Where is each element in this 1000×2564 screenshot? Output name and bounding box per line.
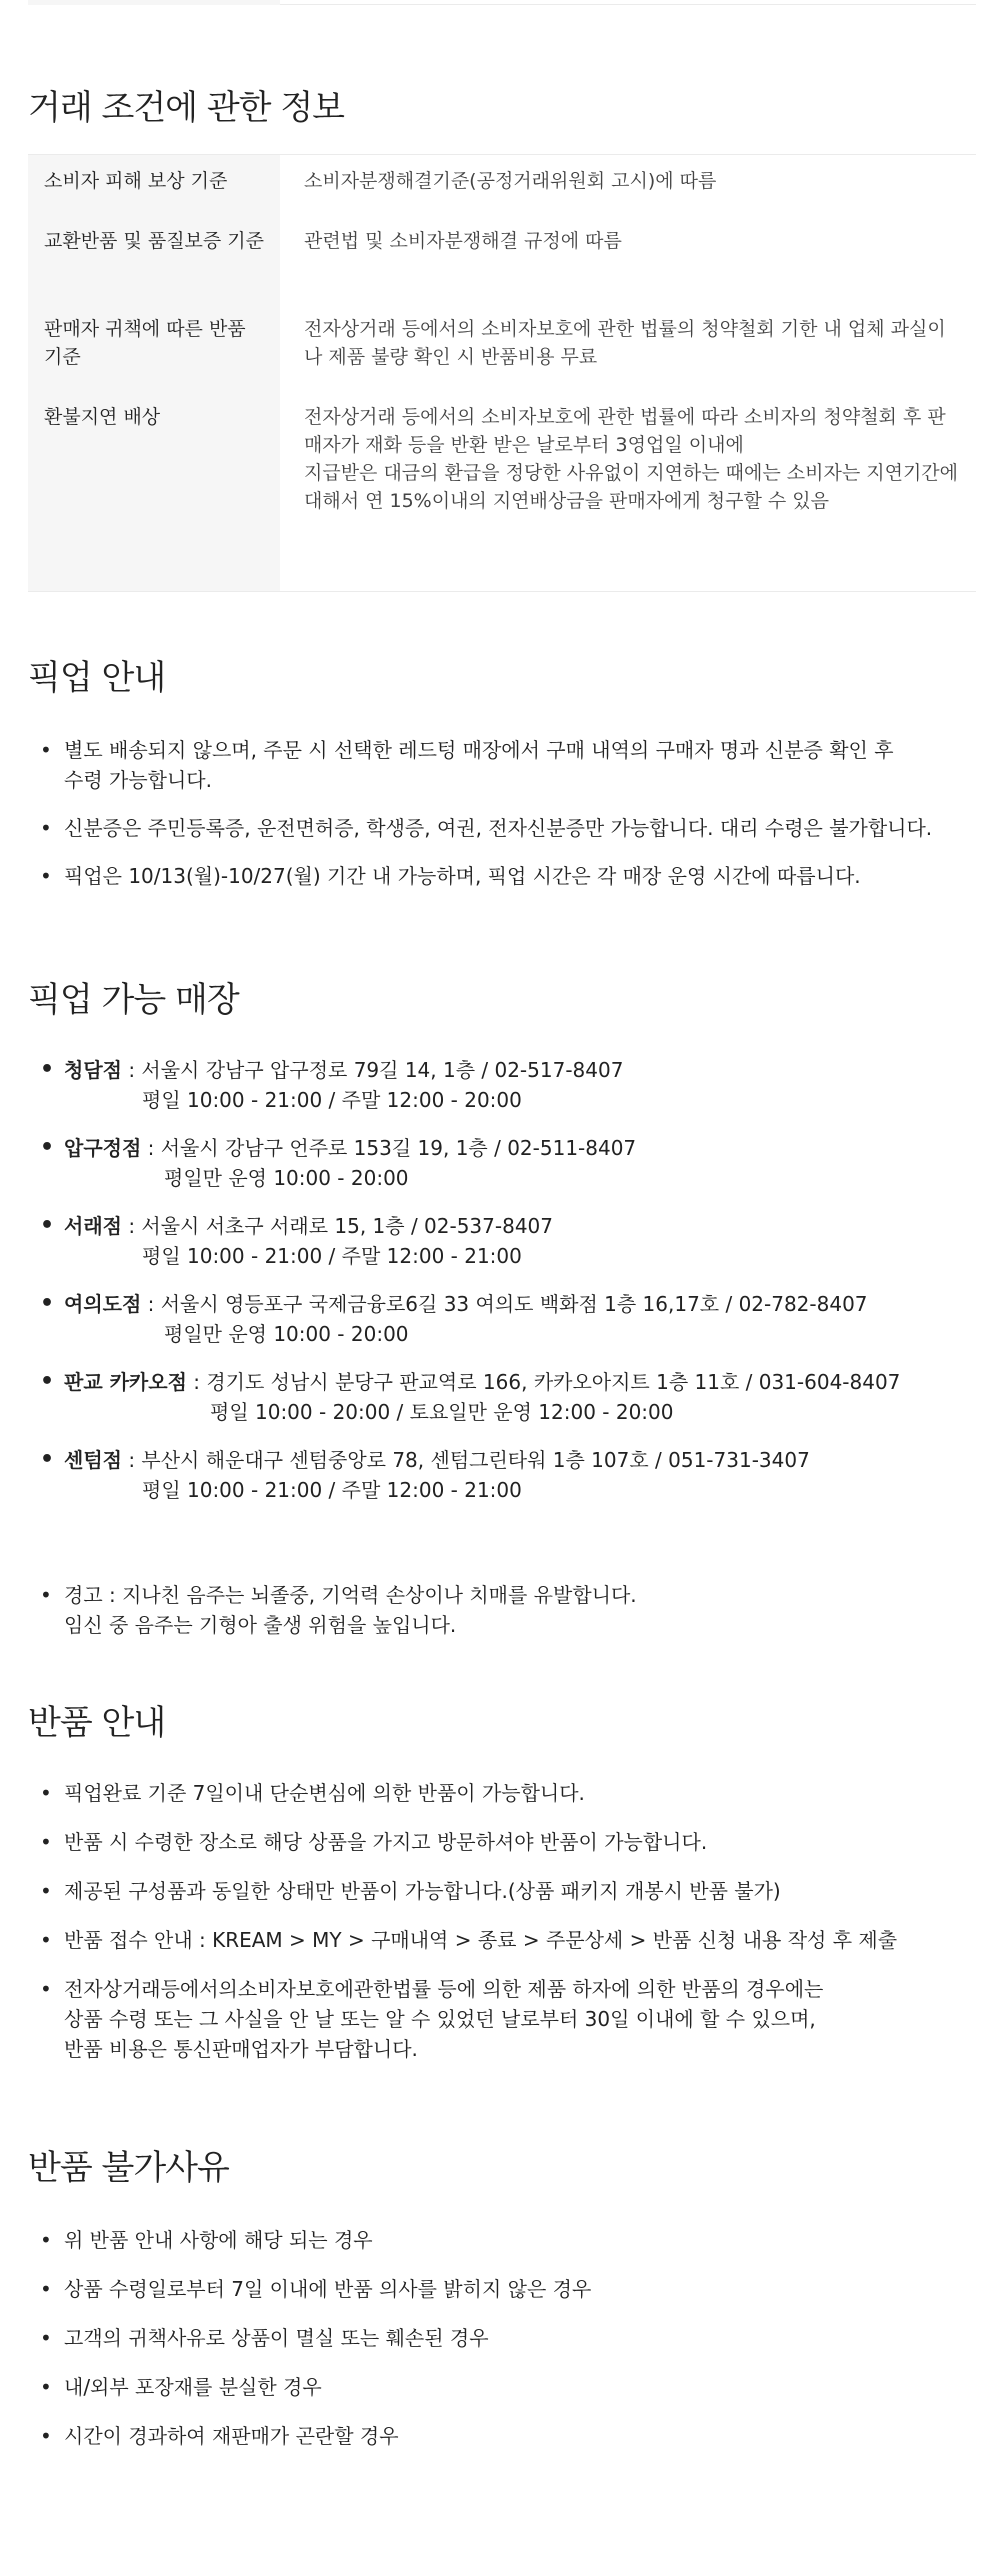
store-hours: 평일만 운영 10:00 - 20:00 [164, 1166, 409, 1190]
terms-value: 소비자분쟁해결기준(공정거래위원회 고시)에 따름 [304, 170, 717, 192]
alcohol-warning: • 경고 : 지나친 음주는 뇌졸중, 기억력 손상이나 치매를 유발합니다. 임신 중 음주는 기형아 출생 위험을 높입니다. [40, 1580, 980, 1640]
pickup-store-list [40, 1055, 980, 1505]
store-name: 센텀점 [64, 1448, 122, 1472]
list-item: • 상품 수령일로부터 7일 이내에 반품 의사를 밝히지 않은 경우 [40, 2274, 980, 2304]
store-name: 청담점 [64, 1058, 122, 1082]
pickup-stores-title: 픽업 가능 매장 [28, 980, 239, 1020]
store-name: 판교 카카오점 [64, 1370, 187, 1394]
store-name: 서래점 [64, 1214, 122, 1238]
list-item: • 제공된 구성품과 동일한 상태만 반품이 가능합니다.(상품 패키지 개봉시 반품 불가) [40, 1876, 980, 1906]
store-address: : 경기도 성남시 분당구 판교역로 166, 카카오아지트 1층 11호 / 031-604-8407 [186, 1370, 901, 1394]
pickup-guide-list [40, 735, 980, 891]
store-address: : 서울시 영등포구 국제금융로6길 33 여의도 백화점 1층 16,17호 / 02-782-8407 [141, 1292, 868, 1316]
trade-terms-header-column [28, 155, 280, 591]
terms-value: 전자상거래 등에서의 소비자보호에 관한 법률의 청약철회 기한 내 업체 과실이나 제품 불량 확인 시 반품비용 무료 [304, 318, 946, 368]
terms-label: 환불지연 배상 [44, 406, 161, 428]
store-item-centum [40, 1445, 980, 1505]
previous-table-bottom [28, 0, 976, 5]
store-address: : 서울시 강남구 언주로 153길 19, 1층 / 02-511-8407 [141, 1136, 637, 1160]
store-hours: 평일 10:00 - 21:00 / 주말 12:00 - 20:00 [142, 1088, 522, 1112]
list-item: • 시간이 경과하여 재판매가 곤란할 경우 [40, 2421, 980, 2451]
list-item: • 픽업완료 기준 7일이내 단순변심에 의한 반품이 가능합니다. [40, 1778, 980, 1808]
list-item: • 반품 접수 안내 : KREAM > MY > 구매내역 > 종료 > 주문상세 > 반품 신청 내용 작성 후 제출 [40, 1925, 980, 1955]
store-hours: 평일만 운영 10:00 - 20:00 [164, 1322, 409, 1346]
list-item: • 위 반품 안내 사항에 해당 되는 경우 [40, 2225, 980, 2255]
list-item: • 내/외부 포장재를 분실한 경우 [40, 2372, 980, 2402]
store-hours: 평일 10:00 - 20:00 / 토요일만 운영 12:00 - 20:00 [210, 1400, 674, 1424]
store-hours: 평일 10:00 - 21:00 / 주말 12:00 - 21:00 [142, 1478, 522, 1502]
store-item-pangyo-kakao [40, 1367, 980, 1427]
store-item-cheongdam [40, 1055, 980, 1115]
terms-label: 소비자 피해 보상 기준 [44, 170, 228, 192]
store-address: : 서울시 서초구 서래로 15, 1층 / 02-537-8407 [121, 1214, 553, 1238]
store-address: : 서울시 강남구 압구정로 79길 14, 1층 / 02-517-8407 [121, 1058, 624, 1082]
return-guide-list [40, 1778, 980, 2064]
store-address: : 부산시 해운대구 센텀중앙로 78, 센텀그린타워 1층 107호 / 051-731-3407 [121, 1448, 810, 1472]
list-item: • 별도 배송되지 않으며, 주문 시 선택한 레드텅 매장에서 구매 내역의 구매자 명과 신분증 확인 후 수령 가능합니다. [40, 735, 980, 795]
store-name: 압구정점 [64, 1136, 142, 1160]
terms-label: 교환반품 및 품질보증 기준 [44, 230, 265, 252]
list-item: • 고객의 귀책사유로 상품이 멸실 또는 훼손된 경우 [40, 2323, 980, 2353]
alcohol-warning-list [40, 1580, 980, 1640]
store-hours: 평일 10:00 - 21:00 / 주말 12:00 - 21:00 [142, 1244, 522, 1268]
store-item-seorae [40, 1211, 980, 1271]
list-item: • 신분증은 주민등록증, 운전면허증, 학생증, 여권, 전자신분증만 가능합니다. 대리 수령은 불가합니다. [40, 813, 980, 843]
list-item: • 반품 시 수령한 장소로 해당 상품을 가지고 방문하셔야 반품이 가능합니다. [40, 1827, 980, 1857]
store-name: 여의도점 [64, 1292, 142, 1316]
store-item-apgujeong [40, 1133, 980, 1193]
pickup-guide-title: 픽업 안내 [28, 658, 166, 698]
terms-value: 관련법 및 소비자분쟁해결 규정에 따름 [304, 230, 622, 252]
list-item: • 픽업은 10/13(월)-10/27(월) 기간 내 가능하며, 픽업 시간은 각 매장 운영 시간에 따릅니다. [40, 861, 980, 891]
return-exclusions-list [40, 2225, 980, 2451]
return-exclusions-title: 반품 불가사유 [28, 2148, 229, 2188]
trade-terms-title: 거래 조건에 관한 정보 [28, 88, 345, 128]
list-item: • 전자상거래등에서의소비자보호에관한법률 등에 의한 제품 하자에 의한 반품의 경우에는 상품 수령 또는 그 사실을 안 날 또는 알 수 있었던 날로부터 30일 이내에 할 수 있으며, 반품 비용은 통신판매업자가 부담합니다. [40, 1974, 980, 2064]
store-item-yeouido [40, 1289, 980, 1349]
terms-label: 판매자 귀책에 따른 반품 기준 [44, 318, 246, 368]
return-guide-title: 반품 안내 [28, 1703, 166, 1743]
trade-terms-table [28, 154, 976, 592]
previous-table-head-cell [28, 0, 280, 5]
terms-value: 전자상거래 등에서의 소비자보호에 관한 법률에 따라 소비자의 청약철회 후 판매자가 재화 등을 반환 받은 날로부터 3영업일 이내에 지급받은 대금의 환급을 정당한 사유없이 지연하는 때에는 소비자는 지연기간에 대해서 연 15%이내의 지연배상금을 판매자에게 청구할 수 있음 [304, 406, 959, 512]
